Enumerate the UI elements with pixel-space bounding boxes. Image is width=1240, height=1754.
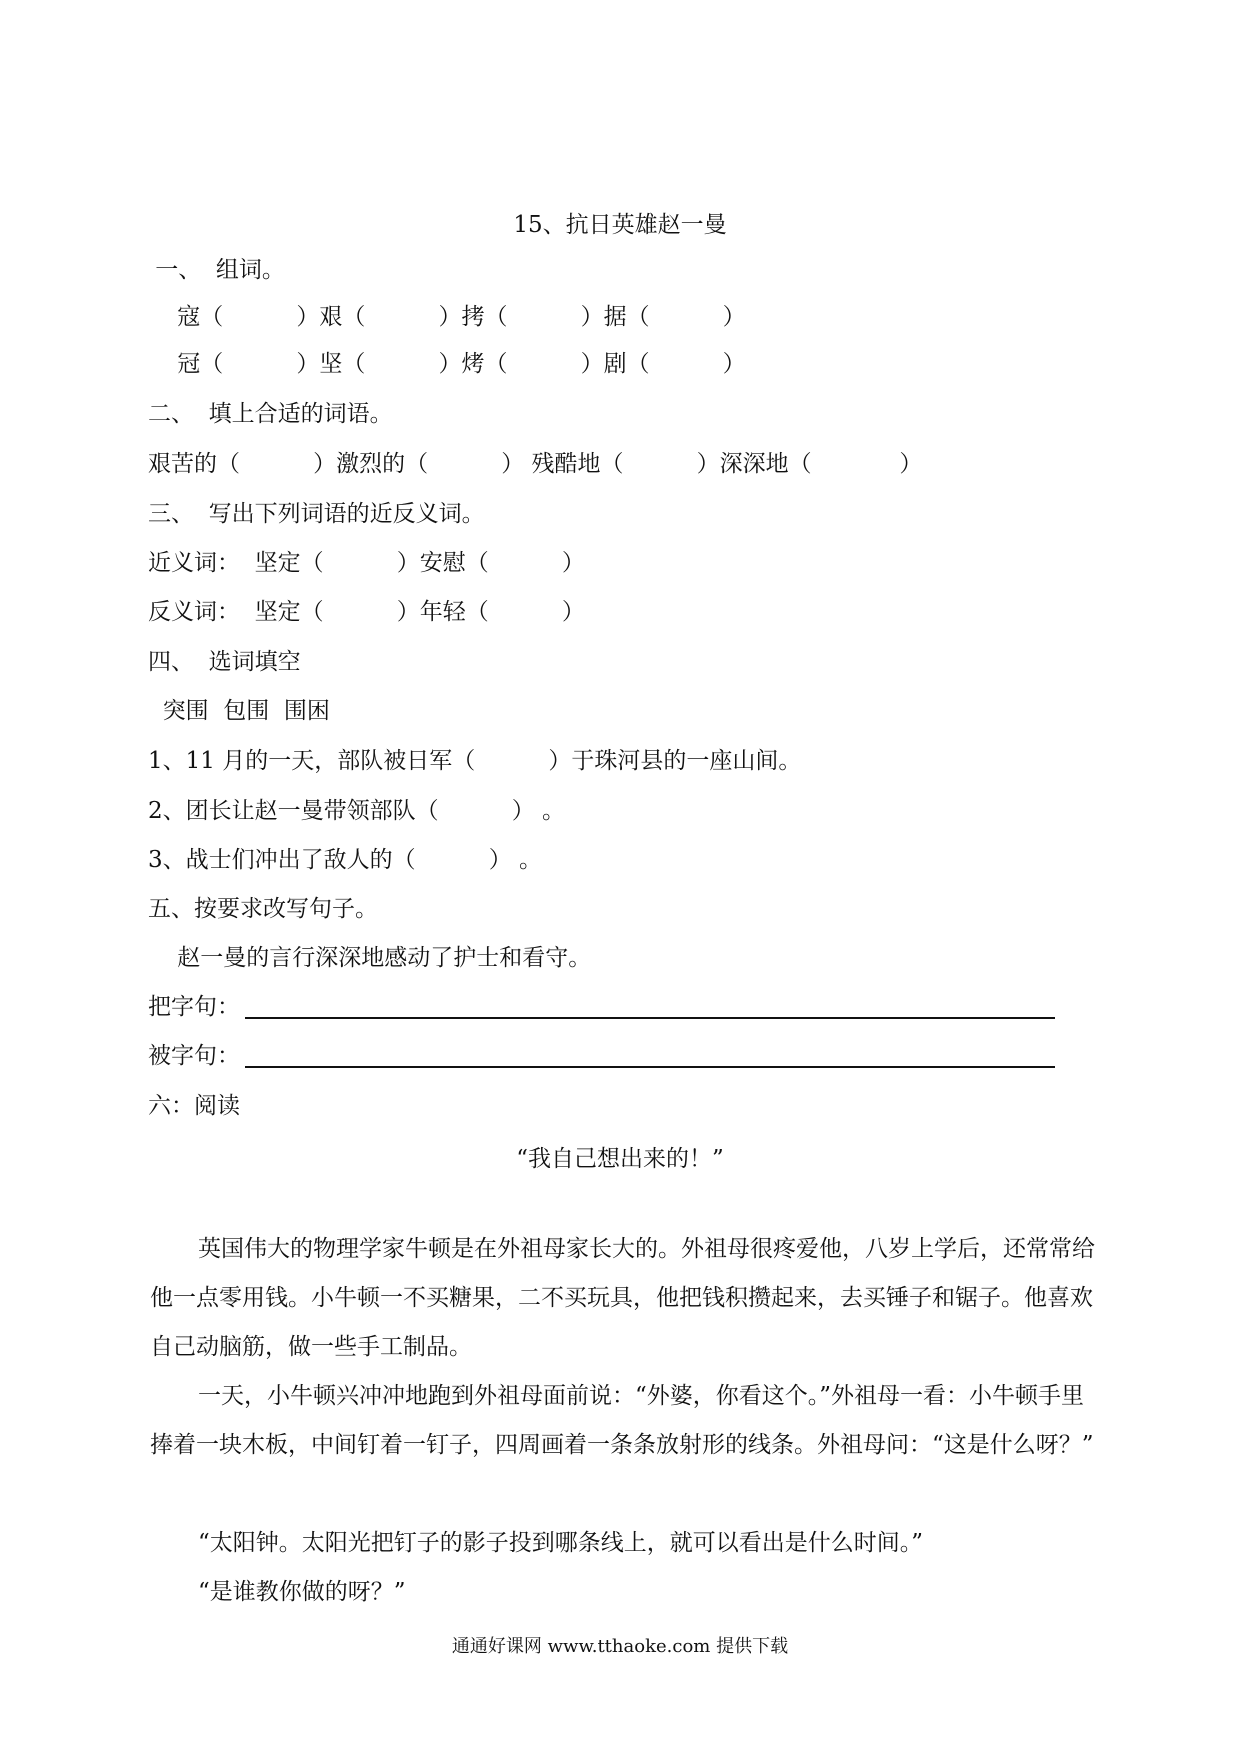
question-2: 2、团长让赵一曼带领部队（ ） 。 (148, 798, 566, 824)
question-3: 3、战士们冲出了敌人的（ ） 。 (148, 847, 543, 873)
question-1: 1、11 月的一天，部队被日军（ ）于珠河县的一座山间。 (148, 748, 802, 774)
section-3-heading: 三、 写出下列词语的近反义词。 (148, 501, 485, 527)
section-1-row-1: 寇（ ）艰（ ）拷（ ）据（ ） (148, 304, 746, 330)
source-sentence: 赵一曼的言行深深地感动了护士和看守。 (148, 945, 592, 971)
story-title: “我自己想出来的！” (516, 1146, 724, 1172)
story-paragraph-2: 一天，小牛顿兴冲冲地跑到外祖母面前说：“外婆，你看这个。”外祖母一看：小牛顿手里捧着一块木板，中间钉着一钉子，四周画着一条条放射形的线条。外祖母问：“这是什么呀？” (150, 1383, 1094, 1458)
footer-text: 通通好课网 www.tthaoke.com 提供下载 (451, 1636, 789, 1657)
section-3-row-1: 近义词： 坚定（ ）安慰（ ） (148, 550, 585, 576)
ba-sentence-label: 把字句： (148, 994, 240, 1020)
ba-sentence-answer-line[interactable] (245, 1017, 1055, 1019)
page-title: 15、抗日英雄赵一曼 (513, 212, 727, 238)
section-2-row: 艰苦的（ ）激烈的（ ） 残酷地（ ）深深地（ ） (148, 451, 923, 477)
section-3-row-2: 反义词： 坚定（ ）年轻（ ） (148, 599, 585, 625)
story-paragraph-4: “是谁教你做的呀？” (198, 1579, 406, 1605)
story-paragraph-3: “太阳钟。太阳光把钉子的影子投到哪条线上，就可以看出是什么时间。” (198, 1530, 924, 1556)
bei-sentence-answer-line[interactable] (245, 1066, 1055, 1068)
section-2-heading: 二、 填上合适的词语。 (148, 401, 393, 427)
story-paragraph-1: 英国伟大的物理学家牛顿是在外祖母家长大的。外祖母很疼爱他，八岁上学后，还常常给他一点零用钱。小牛顿一不买糖果，二不买玩具，他把钱积攒起来，去买锤子和锯子。他喜欢自己动脑筋，做一些手工制品。 (150, 1236, 1095, 1360)
section-1-row-2: 冠（ ）坚（ ）烤（ ）剧（ ） (148, 351, 746, 377)
bei-sentence-label: 被字句： (148, 1043, 240, 1069)
section-1-heading: 一、 组词。 (148, 257, 285, 283)
section-6-heading: 六：阅读 (148, 1093, 240, 1119)
section-5-heading: 五、按要求改写句子。 (148, 896, 378, 922)
section-4-heading: 四、 选词填空 (148, 649, 301, 675)
word-choices: 突围 包围 围困 (148, 698, 330, 724)
